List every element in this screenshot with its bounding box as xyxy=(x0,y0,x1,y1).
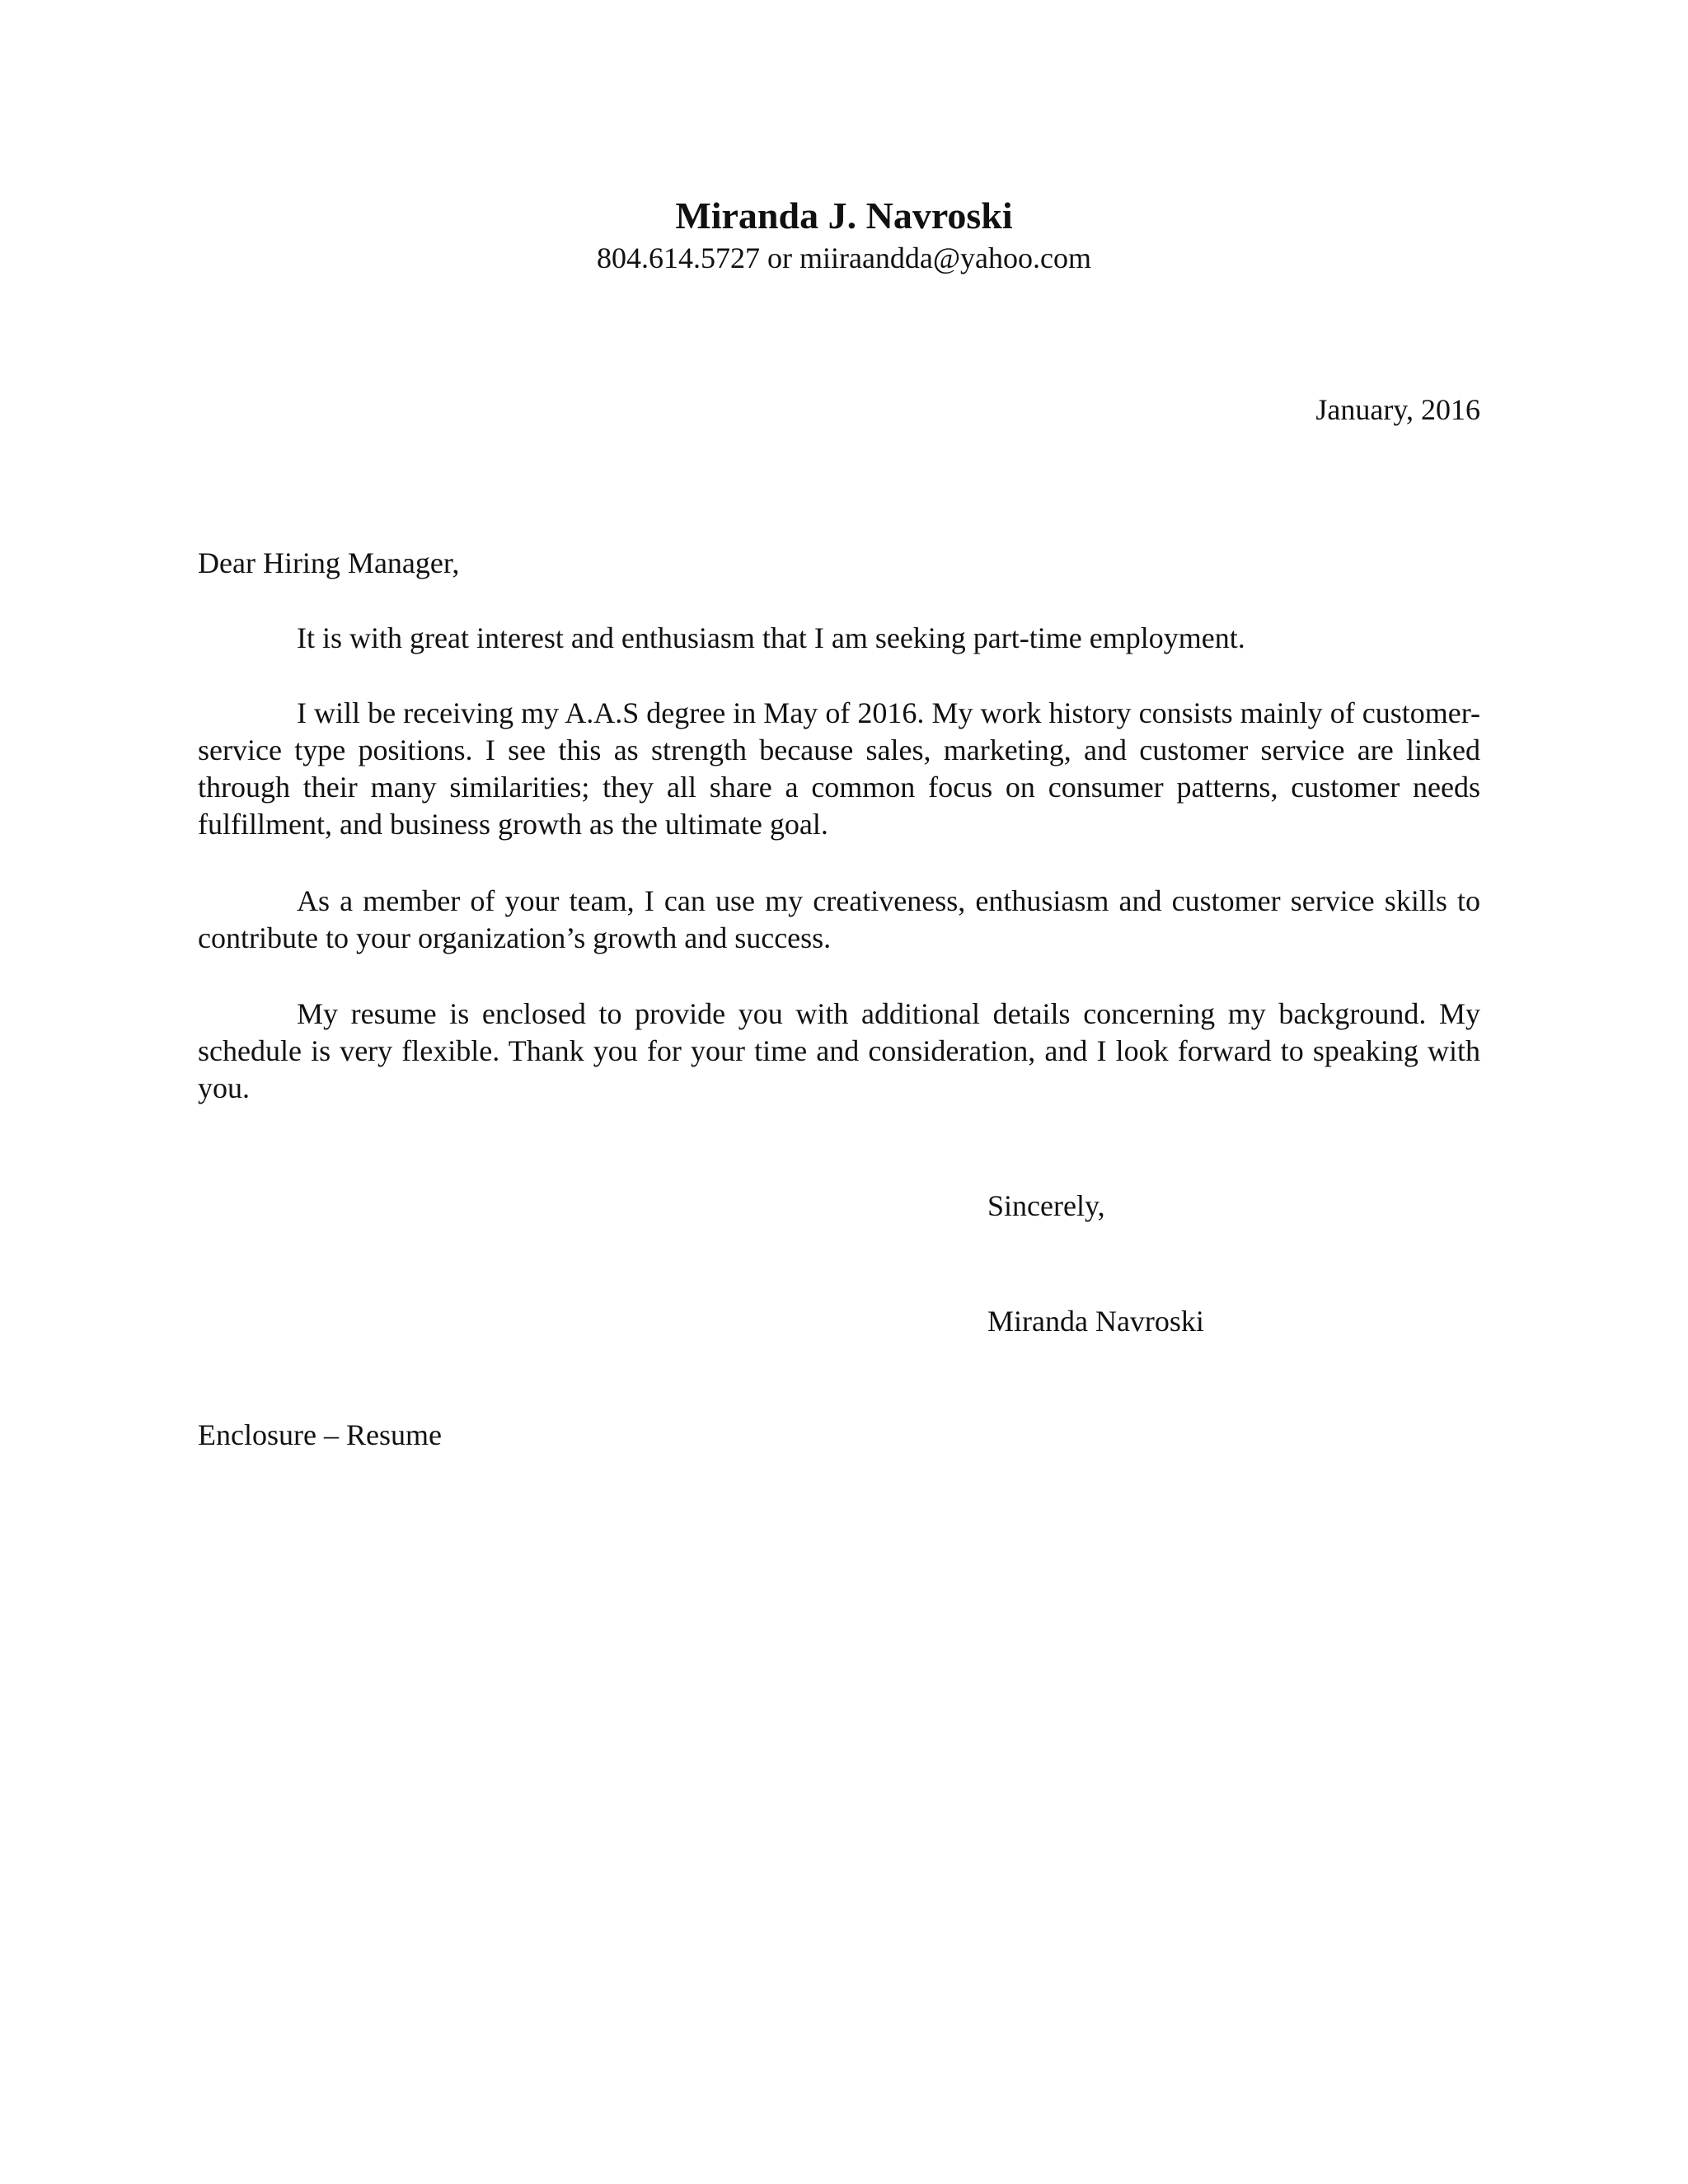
signature-name: Miranda Navroski xyxy=(987,1305,1204,1338)
body-paragraph-4: My resume is enclosed to provide you with additional details concerning my background. My schedule is very flexible. Thank you for your time and consideration, and I look forward to speaking with you. xyxy=(198,997,1480,1104)
sender-name: Miranda J. Navroski xyxy=(675,194,1013,237)
body-paragraph-3: As a member of your team, I can use my creativeness, enthusiasm and customer service skills to contribute to your organization’s growth and success. xyxy=(198,884,1480,954)
letter-date: January, 2016 xyxy=(1315,393,1480,426)
body-paragraph-1: It is with great interest and enthusiasm that I am seeking part-time employment. xyxy=(297,621,1245,654)
body-paragraph-2: I will be receiving my A.A.S degree in May of 2016. My work history consists mainly of customer-service type positions. I see this as strength because sales, marketing, and customer service are linked through their many similarities; they all share a common focus on consumer patterns, customer needs fulfillment, and business growth as the ultimate goal. xyxy=(198,696,1480,841)
salutation: Dear Hiring Manager, xyxy=(198,546,460,579)
sender-contact: 804.614.5727 or miiraandda@yahoo.com xyxy=(596,241,1092,274)
closing: Sincerely, xyxy=(987,1189,1105,1222)
enclosure-note: Enclosure – Resume xyxy=(198,1418,442,1451)
